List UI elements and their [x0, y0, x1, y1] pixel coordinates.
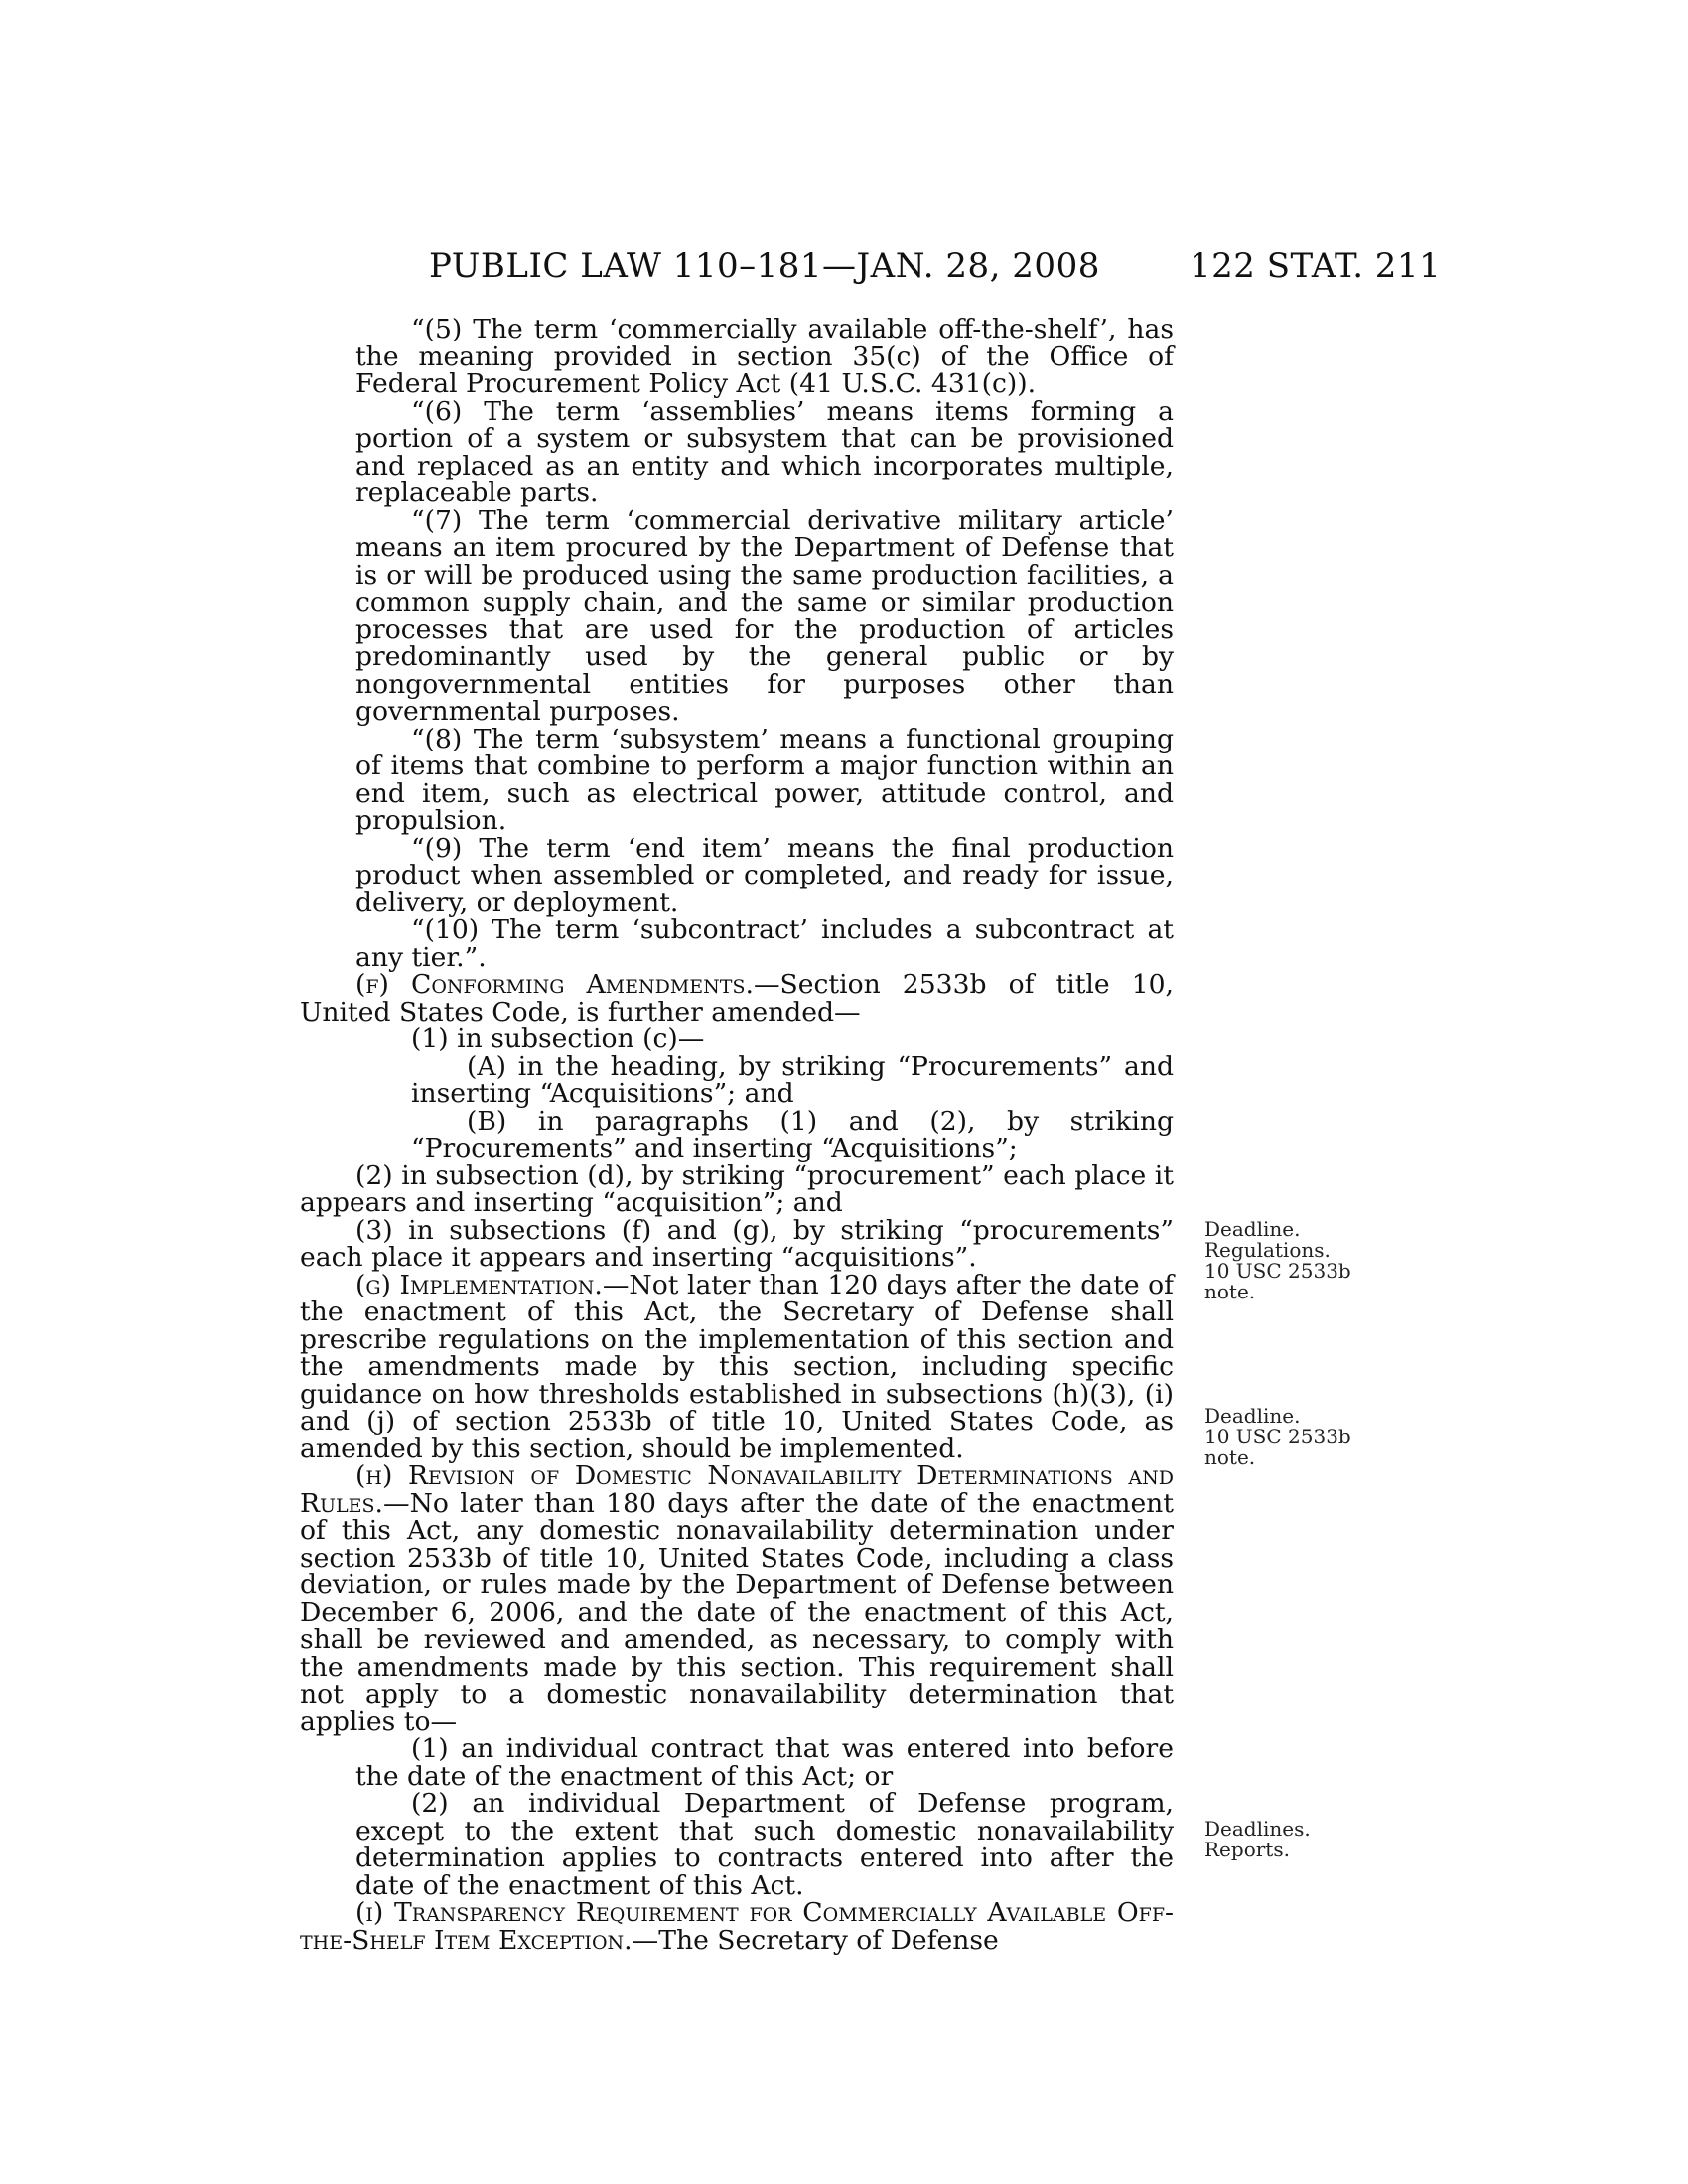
subsection-g [300, 1269, 1174, 1464]
subsection-f-3: (3) in subsections (f) and (g), by striking “procurements” each place it appears and inserting “acquisitions”. [300, 1214, 1174, 1273]
document-body [300, 316, 1174, 1954]
definition-9: “(9) The term ‘end item’ means the final production product when assembled or completed, and ready for issue, delivery, or deployment. [355, 832, 1174, 918]
margin-note-line: Regulations. [1204, 1238, 1331, 1262]
margin-note-line: Deadline. [1204, 1404, 1301, 1428]
margin-note-i [1204, 1819, 1311, 1860]
subsection-i [300, 1899, 1174, 1954]
definition-7: “(7) The term ‘commercial derivative military article’ means an item procured by the Department of Defense that is or will be produced using the same production facilities, a common supply chain, and the same or similar production processes that are used for the production of articles predominantly used by the general public or by nongovernmental entities for purposes other than governmental purposes. [355, 504, 1174, 727]
subsection-f-2: (2) in subsection (d), by striking “procurement” each place it appears and inserting “acquisition”; and [300, 1160, 1174, 1218]
subsection-f-1: (1) in subsection (c)— [411, 1024, 705, 1054]
subsection-f-1-A: (A) in the heading, by striking “Procurements” and inserting “Acquisitions”; and [411, 1050, 1174, 1109]
margin-note-line: Deadline. [1204, 1217, 1301, 1241]
subsection-f-text: —Section 2533b of title 10, United States Code, is further amended— [300, 969, 1175, 1027]
subsection-i-heading: (i) Transparency Requirement for Commercially Available Off-the-Shelf Item Exception. [300, 1897, 1174, 1956]
definition-8: “(8) The term ‘subsystem’ means a functional grouping of items that combine to perform a major function within an end item, such as electrical power, attitude control, and propulsion. [355, 723, 1174, 836]
running-header-left: PUBLIC LAW 110–181—JAN. 28, 2008 [429, 246, 1100, 286]
margin-note-line: note. [1204, 1280, 1256, 1303]
definition-5: “(5) The term ‘commercially available off-the-shelf’, has the meaning provided in section 35(c) of the Office of Federal Procurement Policy Act (41 U.S.C. 431(c)). [355, 314, 1174, 399]
subsection-h [300, 1462, 1174, 1735]
margin-note-line: 10 USC 2533b [1204, 1259, 1351, 1283]
subsection-f-heading: (f) Conforming Amendments. [355, 969, 754, 1000]
subsection-g-heading: (g) Implementation. [355, 1269, 603, 1300]
subsection-f-1-B: (B) in paragraphs (1) and (2), by striking “Procurements” and inserting “Acquisitions”; [411, 1105, 1174, 1163]
definition-10: “(10) The term ‘subcontract’ includes a subcontract at any tier.”. [355, 914, 1174, 973]
subsection-f [300, 971, 1174, 1025]
subsection-i-text: —The Secretary of Defense [632, 1924, 999, 1956]
margin-note-line: 10 USC 2533b [1204, 1425, 1351, 1448]
margin-note-line: Deadlines. [1204, 1817, 1311, 1841]
margin-note-line: note. [1204, 1445, 1256, 1469]
subsection-h-2: (2) an individual Department of Defense program, except to the extent that such domestic nonavailability determination applies to contracts entered into after the date of the enactment of this Act. [355, 1788, 1174, 1901]
margin-note-g [1204, 1219, 1351, 1302]
running-header-page: 122 STAT. 211 [1190, 246, 1442, 286]
subsection-h-text: —No later than 180 days after the date of the enactment of this Act, any domestic nonavailability determination under section 2533b of title 10, United States Code, including a class deviation, or rules made by the Department of Defense between December 6, 2006, and the date of the enactment of this Act, shall be reviewed and amended, as necessary, to comply with the amendments made by this section. This requirement shall not apply to a domestic nonavailability determination that applies to— [300, 1487, 1174, 1737]
subsection-h-heading: (h) Revision of Domestic Nonavailability Determinations and Rules. [300, 1460, 1174, 1519]
margin-note-h [1204, 1406, 1351, 1468]
definition-6: “(6) The term ‘assemblies’ means items forming a portion of a system or subsystem that can be provisioned and replaced as an entity and which incorporates multiple, replaceable parts. [355, 395, 1174, 508]
subsection-g-text: —Not later than 120 days after the date of the enactment of this Act, the Secretary of Defense shall prescribe regulations on the implementation of this section and the amendments made by this section, including specific guidance on how thresholds established in subsections (h)(3), (i) and (j) of section 2533b of title 10, United States Code, as amended by this section, should be implemented. [300, 1269, 1174, 1464]
subsection-h-1: (1) an individual contract that was entered into before the date of the enactment of this Act; or [355, 1733, 1174, 1792]
margin-note-line: Reports. [1204, 1838, 1290, 1861]
